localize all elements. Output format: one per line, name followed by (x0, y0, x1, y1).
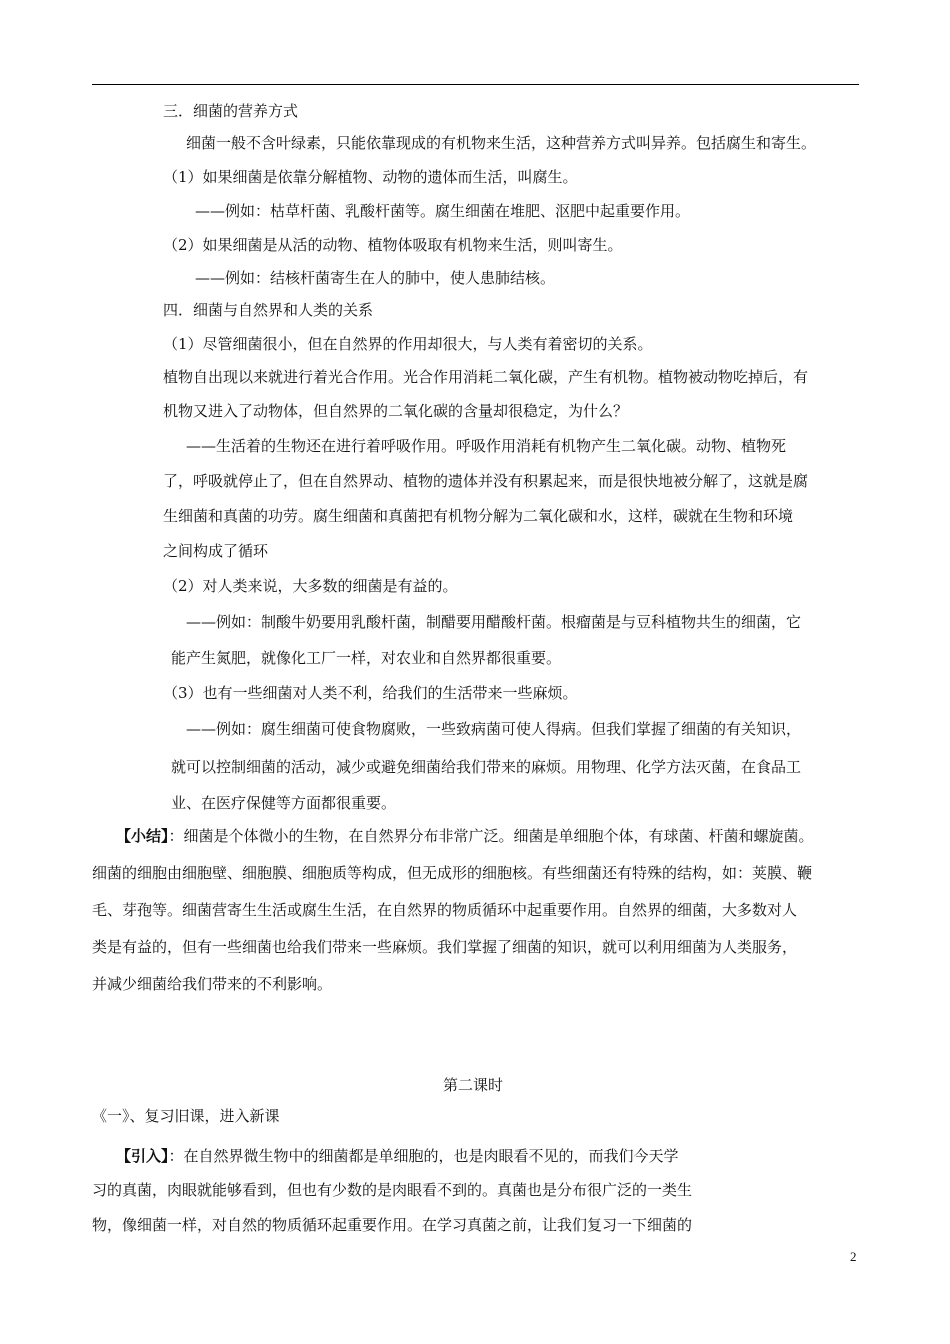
example-line: ——例如：结核杆菌寄生在人的肺中，使人患肺结核。 (195, 269, 556, 287)
example-line: ——例如：腐生细菌可使食物腐败，一些致病菌可使人得病。但我们掌握了细菌的有关知识， (186, 720, 802, 738)
intro-line: 物，像细菌一样，对自然的物质循环起重要作用。在学习真菌之前，让我们复习一下细菌的 (92, 1216, 693, 1234)
paragraph-line: 能产生氮肥，就像化工厂一样，对农业和自然界都很重要。 (171, 649, 562, 667)
paragraph-line: ——生活着的生物还在进行着呼吸作用。呼吸作用消耗有机物产生二氧化碳。动物、植物死 (186, 437, 787, 455)
paragraph-line: 生细菌和真菌的功劳。腐生细菌和真菌把有机物分解为二氧化碳和水，这样，碳就在生物和环境 (163, 507, 794, 525)
summary-line (116, 826, 814, 846)
summary-line: 类是有益的，但有一些细菌也给我们带来一些麻烦。我们掌握了细菌的知识，就可以利用细菌为人类服务， (92, 938, 798, 956)
summary-label: 【小结】 (116, 827, 169, 845)
paragraph-line: （2）如果细菌是从活的动物、植物体吸取有机物来生活，则叫寄生。 (163, 236, 623, 254)
lesson-title: 第二课时 (443, 1076, 504, 1094)
summary-text: ：细菌是个体微小的生物，在自然界分布非常广泛。细菌是单细胞个体，有球菌、杆菌和螺旋菌。 (168, 827, 814, 845)
paragraph-line: 机物又进入了动物体，但自然界的二氧化碳的含量却很稳定，为什么？ (163, 402, 629, 420)
paragraph-line: 细菌一般不含叶绿素，只能依靠现成的有机物来生活，这种营养方式叫异养。包括腐生和寄生。 (186, 134, 817, 152)
paragraph-line: 就可以控制细菌的活动，减少或避免细菌给我们带来的麻烦。用物理、化学方法灭菌，在食品工 (171, 758, 802, 776)
intro-line: 习的真菌，肉眼就能够看到，但也有少数的是肉眼看不到的。真菌也是分布很广泛的一类生 (92, 1181, 693, 1199)
paragraph-line: （3）也有一些细菌对人类不利，给我们的生活带来一些麻烦。 (163, 684, 578, 702)
example-line: ——例如：枯草杆菌、乳酸杆菌等。腐生细菌在堆肥、沤肥中起重要作用。 (195, 202, 691, 220)
paragraph-line: 植物自出现以来就进行着光合作用。光合作用消耗二氧化碳，产生有机物。植物被动物吃掉后，有 (163, 368, 809, 386)
paragraph-line: 业、在医疗保健等方面都很重要。 (171, 794, 397, 812)
intro-label: 【引入】 (116, 1147, 169, 1165)
header-rule (92, 84, 859, 85)
intro-text: ：在自然界微生物中的细菌都是单细胞的，也是肉眼看不见的，而我们今天学 (168, 1147, 679, 1165)
paragraph-line: 之间构成了循环 (163, 542, 269, 560)
section-heading-4: 四．细菌与自然界和人类的关系 (163, 301, 374, 319)
paragraph-line: 了，呼吸就停止了，但在自然界动、植物的遗体并没有积累起来，而是很快地被分解了，这就是腐 (163, 472, 809, 490)
example-line: ——例如：制酸牛奶要用乳酸杆菌，制醋要用醋酸杆菌。根瘤菌是与豆科植物共生的细菌，它 (186, 613, 802, 631)
paragraph-line: （2）对人类来说，大多数的细菌是有益的。 (163, 577, 458, 595)
intro-line (116, 1146, 679, 1166)
page-number: 2 (850, 1249, 857, 1264)
paragraph-line: （1）尽管细菌很小，但在自然界的作用却很大，与人类有着密切的关系。 (163, 335, 653, 353)
summary-line: 毛、芽孢等。细菌营寄生生活或腐生生活，在自然界的物质循环中起重要作用。自然界的细菌，大多数对人 (92, 901, 798, 919)
paragraph-line: （1）如果细菌是依靠分解植物、动物的遗体而生活，叫腐生。 (163, 168, 578, 186)
summary-line: 细菌的细胞由细胞壁、细胞膜、细胞质等构成，但无成形的细胞核。有些细菌还有特殊的结构，如：荚膜、鞭 (92, 864, 813, 882)
section-heading-3: 三．细菌的营养方式 (163, 102, 299, 120)
summary-line: 并减少细菌给我们带来的不利影响。 (92, 975, 333, 993)
subsection-heading: 《一》、复习旧课，进入新课 (92, 1107, 280, 1125)
